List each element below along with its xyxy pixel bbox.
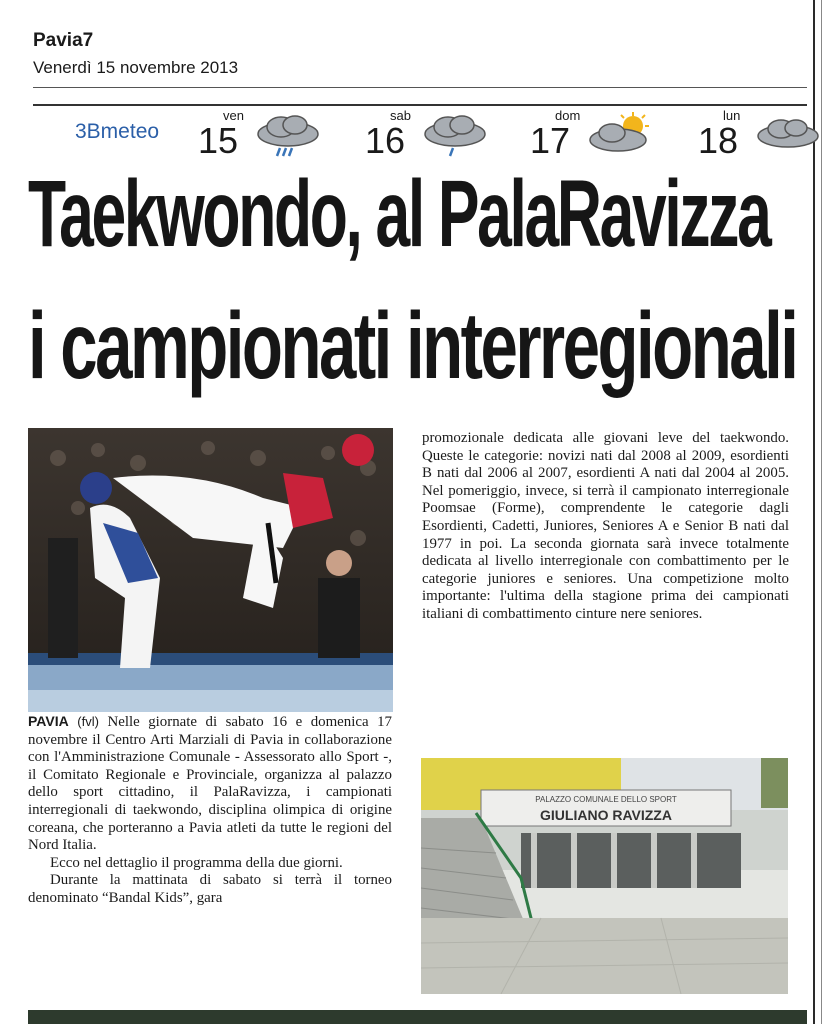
forecast-day [698,108,827,163]
building-sign-line1: PALAZZO COMUNALE DELLO SPORT [535,795,677,804]
article-column-right [422,430,789,624]
author-initials: (fvl) [77,714,99,729]
cloud-rain-icon [253,112,323,162]
cloud-icon [753,112,823,162]
dateline: PAVIA [28,713,69,729]
palaravizza-building-photo [421,758,788,994]
forecast-day-number: 18 [698,120,739,161]
publication-date: Venerdì 15 novembre 2013 [33,58,239,77]
forecast-day-name: dom [555,108,581,123]
cloud-rain-icon [420,112,490,162]
forecast-day [198,108,348,163]
headline-line-1: Taekwondo, al PalaRavizza [28,161,770,267]
building-sign-line2: GIULIANO RAVIZZA [540,807,672,823]
headline-line-2: i campionati interregionali [28,293,797,399]
paragraph-2: Ecco nel dettaglio il programma della due giorni. [50,854,343,871]
paragraph-3: Durante la mattinata di sabato si terrà il torneo denominato “Bandal Kids”, gara [28,872,392,906]
forecast-day-number: 17 [530,120,571,161]
forecast-day-number: 15 [198,120,239,161]
meteo-logo: 3Bmeteo [75,120,160,143]
forecast-day-name: lun [723,108,741,123]
forecast-day-number: 16 [365,120,406,161]
bottom-photo-strip [28,1010,807,1024]
taekwondo-match-photo [28,428,393,712]
sun-cloud-icon [585,112,655,162]
forecast-day [530,108,680,163]
forecast-day-name: ven [223,108,244,123]
paragraph-4: promozionale dedicata alle giovani leve del taekwondo. Queste le categorie: novizi nati dal 2008 al 2009, esordienti B nati dal 2006 al 2007, esordienti A nati dal 2004 al 2005. Nel pomeriggio, invece, si terrà il campionato interregionale Poomsae (Forme), comprendente le categorie dagli Esordienti, Cadetti, Juniores, Seniores A e Senior B nati dal 1977 in poi. La seconda giornata sarà invece totalmente dedicata al livello interregionale con combattimento per le categorie juniores e seniores. Una competizione molto importante: l'ultima della stagione prima dei campionati italiani di combattimento cinture nere seniores. [422,430,789,622]
header-rule [33,87,807,88]
paragraph-1: Nelle giornate di sabato 16 e domenica 17 novembre il Centro Arti Marziali di Pavia in collaborazione con l'Amministrazione Comunale - Assessorato allo Sport -, il Comitato Regionale e Provinciale, organizza al palazzo dello sport cittadino, il PalaRavizza, i campionati interregionali di taekwondo, disciplina olimpica di origine coreana, che porteranno a Pavia atleti da tutte le regioni del Nord Italia. [28,714,392,854]
publication-name: Pavia7 [33,30,94,51]
article-column-left [28,713,392,908]
forecast-day-name: sab [390,108,411,123]
forecast-day [365,108,515,163]
header-rule-thick [33,104,807,106]
